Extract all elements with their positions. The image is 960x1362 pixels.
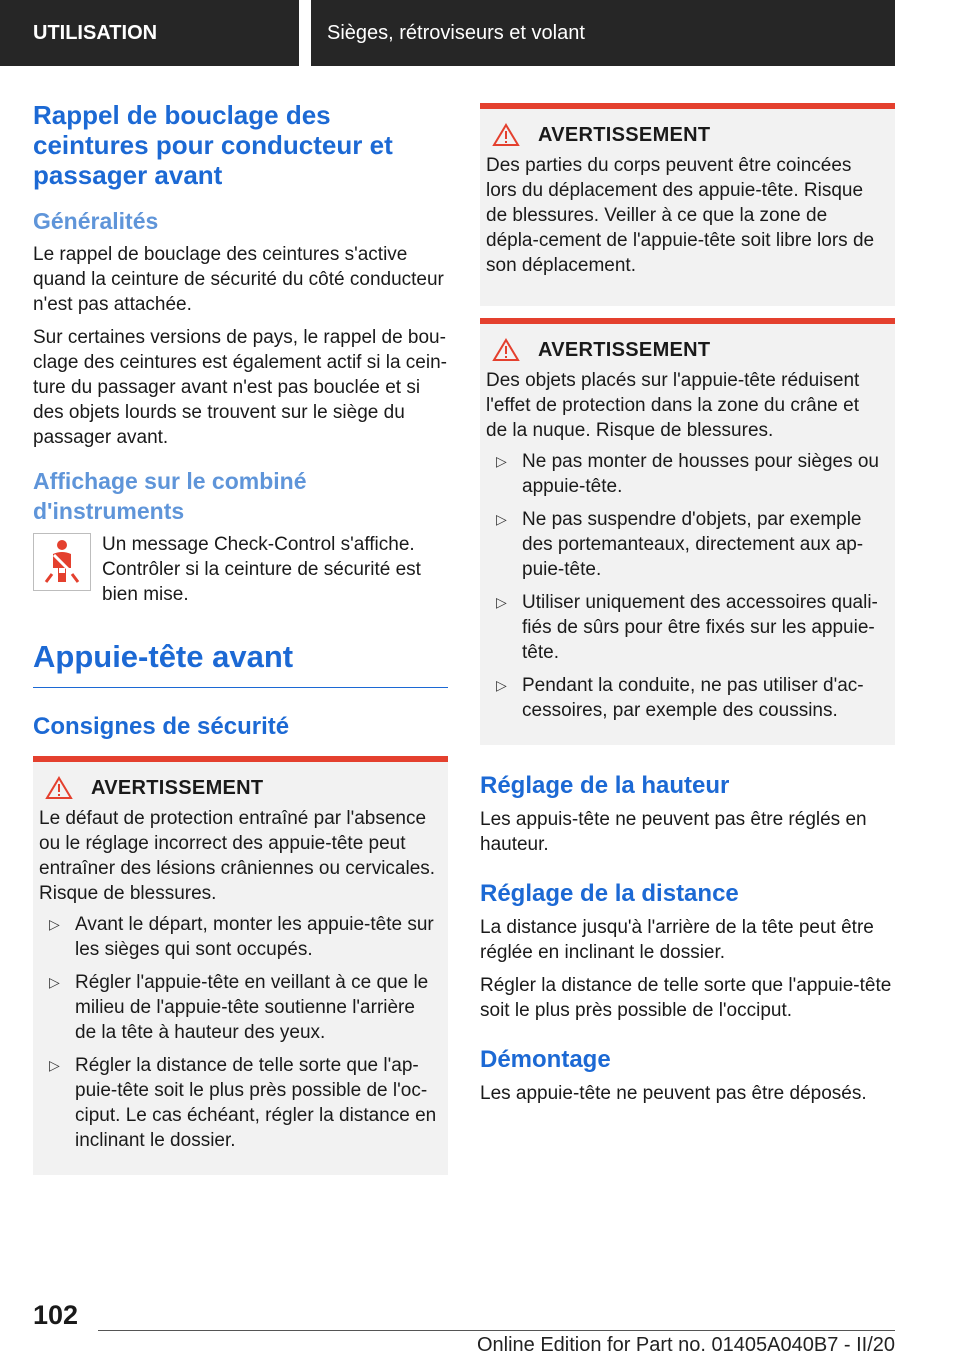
right-column [480, 103, 895, 1114]
list-item: ▷ Pendant la conduite, ne pas utiliser d'ac-cessoires, par exemple des coussins. [486, 673, 885, 723]
left-column [33, 100, 448, 1175]
list-item: ▷ Utiliser uniquement des accessoires quali-fiés de sûrs pour être fixés sur les appuie-tête. [486, 590, 885, 665]
list-item: ▷ Régler la distance de telle sorte que l'ap-puie-tête soit le plus près possible de l'oc-ciput. Le cas échéant, régler la distance en inclinant le dossier. [39, 1053, 438, 1153]
edition-note: Online Edition for Part no. 01405A040B7 - II/20 [476, 1334, 895, 1356]
heading-demontage: Démontage [480, 1046, 611, 1073]
warning-box [33, 756, 448, 1175]
bullet-triangle-icon: ▷ [49, 916, 60, 932]
paragraph: La distance jusqu'à l'arrière de la tête peut être réglée en inclinant le dossier. [480, 917, 874, 963]
bullet-triangle-icon: ▷ [49, 1057, 60, 1073]
paragraph: Régler la distance de telle sorte que l'appuie-tête soit le plus près possible de l'occiput. [480, 975, 892, 1021]
section-title-seatbelt-reminder: Rappel de bouclage des ceintures pour conducteur et passager avant [33, 100, 393, 190]
list-item: ▷ Ne pas monter de housses pour sièges ou appuie-tête. [486, 449, 885, 499]
heading-generalites: Généralités [33, 208, 159, 234]
warning-title [39, 776, 438, 800]
warning-label: AVERTISSEMENT [91, 776, 264, 799]
seatbelt-warning-icon [33, 533, 91, 591]
list-item: ▷ Ne pas suspendre d'objets, par exemple des portemanteaux, directement aux ap-puie-tête. [486, 507, 885, 582]
chapter-title-headrest: Appuie-tête avant [33, 637, 448, 688]
page-number: 102 [33, 1300, 79, 1330]
warning-label: AVERTISSEMENT [538, 338, 711, 361]
section-tab: UTILISATION [0, 0, 299, 66]
warning-list [39, 912, 438, 1153]
warning-triangle-icon [492, 123, 520, 147]
heading-reglage-distance: Réglage de la distance [480, 880, 739, 907]
bullet-triangle-icon: ▷ [496, 453, 507, 469]
list-item: ▷ Avant le départ, monter les appuie-tête sur les sièges qui sont occupés. [39, 912, 438, 962]
paragraph: Sur certaines versions de pays, le rappel de bou-clage des ceintures est également actif si la cein-ture du passager avant n'est pas bouclée et si des objets lourds se trouvent sur le siège du passager avant. [33, 327, 447, 448]
warning-title [486, 123, 885, 147]
warning-box [480, 318, 895, 745]
heading-consignes: Consignes de sécurité [33, 713, 290, 740]
page-footer [0, 1290, 960, 1362]
list-item: ▷ Régler l'appuie-tête en veillant à ce que le milieu de l'appuie-tête soutienne l'arrière de la tête à hauteur des yeux. [39, 970, 438, 1045]
warning-box [480, 103, 895, 306]
footer-divider [98, 1330, 895, 1331]
chapter-tab: Sièges, rétroviseurs et volant [311, 0, 895, 66]
paragraph: Les appuie-tête ne peuvent pas être déposés. [480, 1083, 867, 1104]
bullet-triangle-icon: ▷ [496, 511, 507, 527]
page-header [0, 0, 960, 66]
warning-text: Le défaut de protection entraîné par l'absence ou le réglage incorrect des appuie-tête peut entraîner des lésions crâniennes ou cervicales. Risque de blessures. [39, 808, 436, 904]
bullet-triangle-icon: ▷ [496, 677, 507, 693]
bullet-triangle-icon: ▷ [496, 594, 507, 610]
warning-label: AVERTISSEMENT [538, 123, 711, 146]
paragraph: Les appuis-tête ne peuvent pas être réglés en hauteur. [480, 809, 867, 855]
warning-text: Des objets placés sur l'appuie-tête réduisent l'effet de protection dans la zone du crâne et de la nuque. Risque de blessures. [486, 370, 860, 441]
check-control-row [33, 532, 448, 607]
check-control-text: Un message Check-Control s'affiche. Contrôler si la ceinture de sécurité est bien mise. [102, 534, 421, 605]
warning-list [486, 449, 885, 723]
heading-reglage-hauteur: Réglage de la hauteur [480, 772, 730, 799]
paragraph: Le rappel de bouclage des ceintures s'active quand la ceinture de sécurité du côté conducteur n'est pas attachée. [33, 244, 444, 315]
warning-title [486, 338, 885, 362]
warning-triangle-icon [45, 776, 73, 800]
warning-triangle-icon [492, 338, 520, 362]
bullet-triangle-icon: ▷ [49, 974, 60, 990]
warning-text: Des parties du corps peuvent être coincées lors du déplacement des appuie-tête. Risque de blessures. Veiller à ce que la zone de dépla-cement de l'appuie-tête soit libre lors de son déplacement. [486, 155, 875, 276]
heading-affichage: Affichage sur le combiné d'instruments [33, 468, 307, 524]
